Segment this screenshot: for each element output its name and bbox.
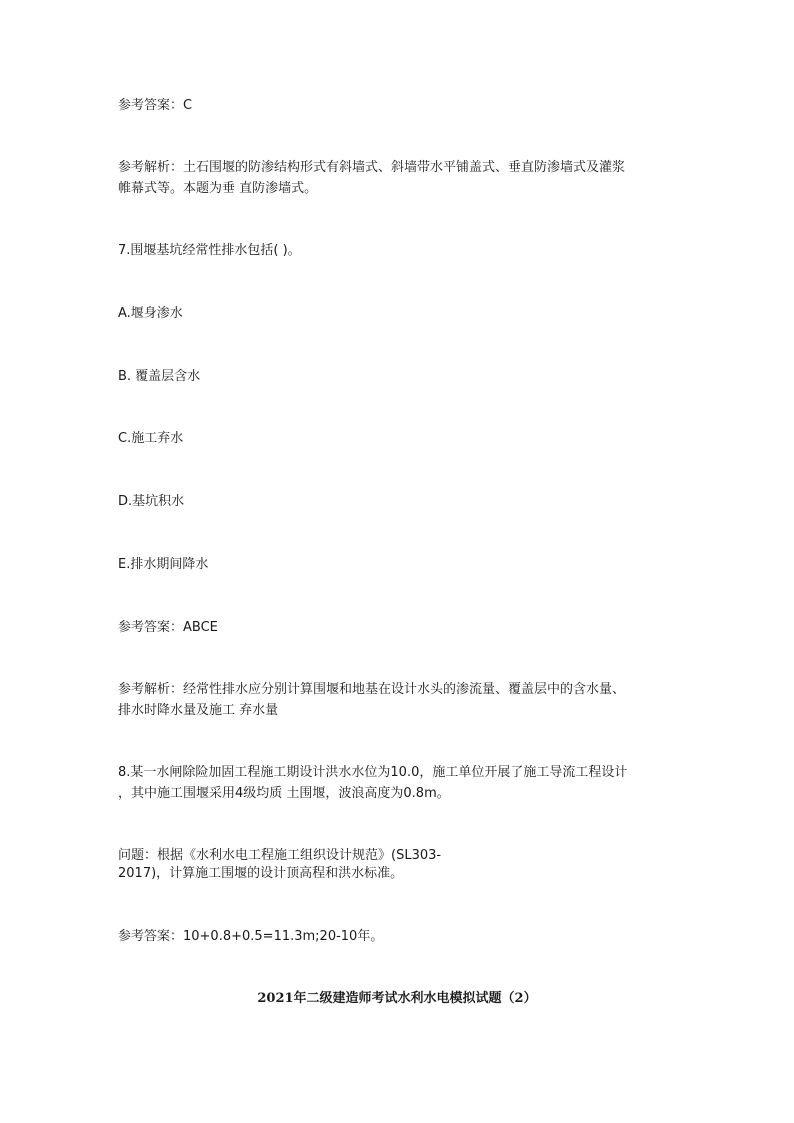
question-7: 7.围堰基坑经常性排水包括( )。 — [118, 243, 301, 258]
option-a: A.堰身渗水 — [118, 306, 183, 321]
analysis-q6-line2: 帷幕式等。本题为垂 直防渗墙式。 — [118, 181, 318, 196]
answer-label-q6: 参考答案：C — [118, 98, 193, 113]
option-e: E.排水期间降水 — [118, 557, 209, 572]
question-8-line1: 8.某一水闸除险加固工程施工期设计洪水水位为10.0，施工单位开展了施工导流工程设计 — [118, 765, 628, 780]
analysis-q7-line2: 排水时降水量及施工 弃水量 — [118, 703, 279, 718]
analysis-q7-line1: 参考解析：经常性排水应分别计算围堰和地基在设计水头的渗流量、覆盖层中的含水量、 — [118, 682, 626, 697]
option-c: C.施工弃水 — [118, 431, 184, 446]
option-b: B. 覆盖层含水 — [118, 369, 201, 384]
section-title: 2021年二级建造师考试水利水电模拟试题（2） — [257, 991, 537, 1006]
question-8-problem-line1: 问题：根据《水利水电工程施工组织设计规范》(SL303- — [118, 848, 442, 863]
question-8-problem-line2: 2017)，计算施工围堰的设计顶高程和洪水标准。 — [118, 866, 404, 881]
question-8-line2: ，其中施工围堰采用4级均质 土围堰，波浪高度为0.8m。 — [118, 786, 450, 801]
answer-label-q7: 参考答案：ABCE — [118, 620, 218, 635]
option-d: D.基坑积水 — [118, 494, 185, 509]
analysis-q6-line1: 参考解析：土石围堰的防渗结构形式有斜墙式、斜墙带水平铺盖式、垂直防渗墙式及灌浆 — [118, 160, 626, 175]
answer-label-q8: 参考答案：10+0.8+0.5=11.3m;20-10年。 — [118, 929, 384, 944]
